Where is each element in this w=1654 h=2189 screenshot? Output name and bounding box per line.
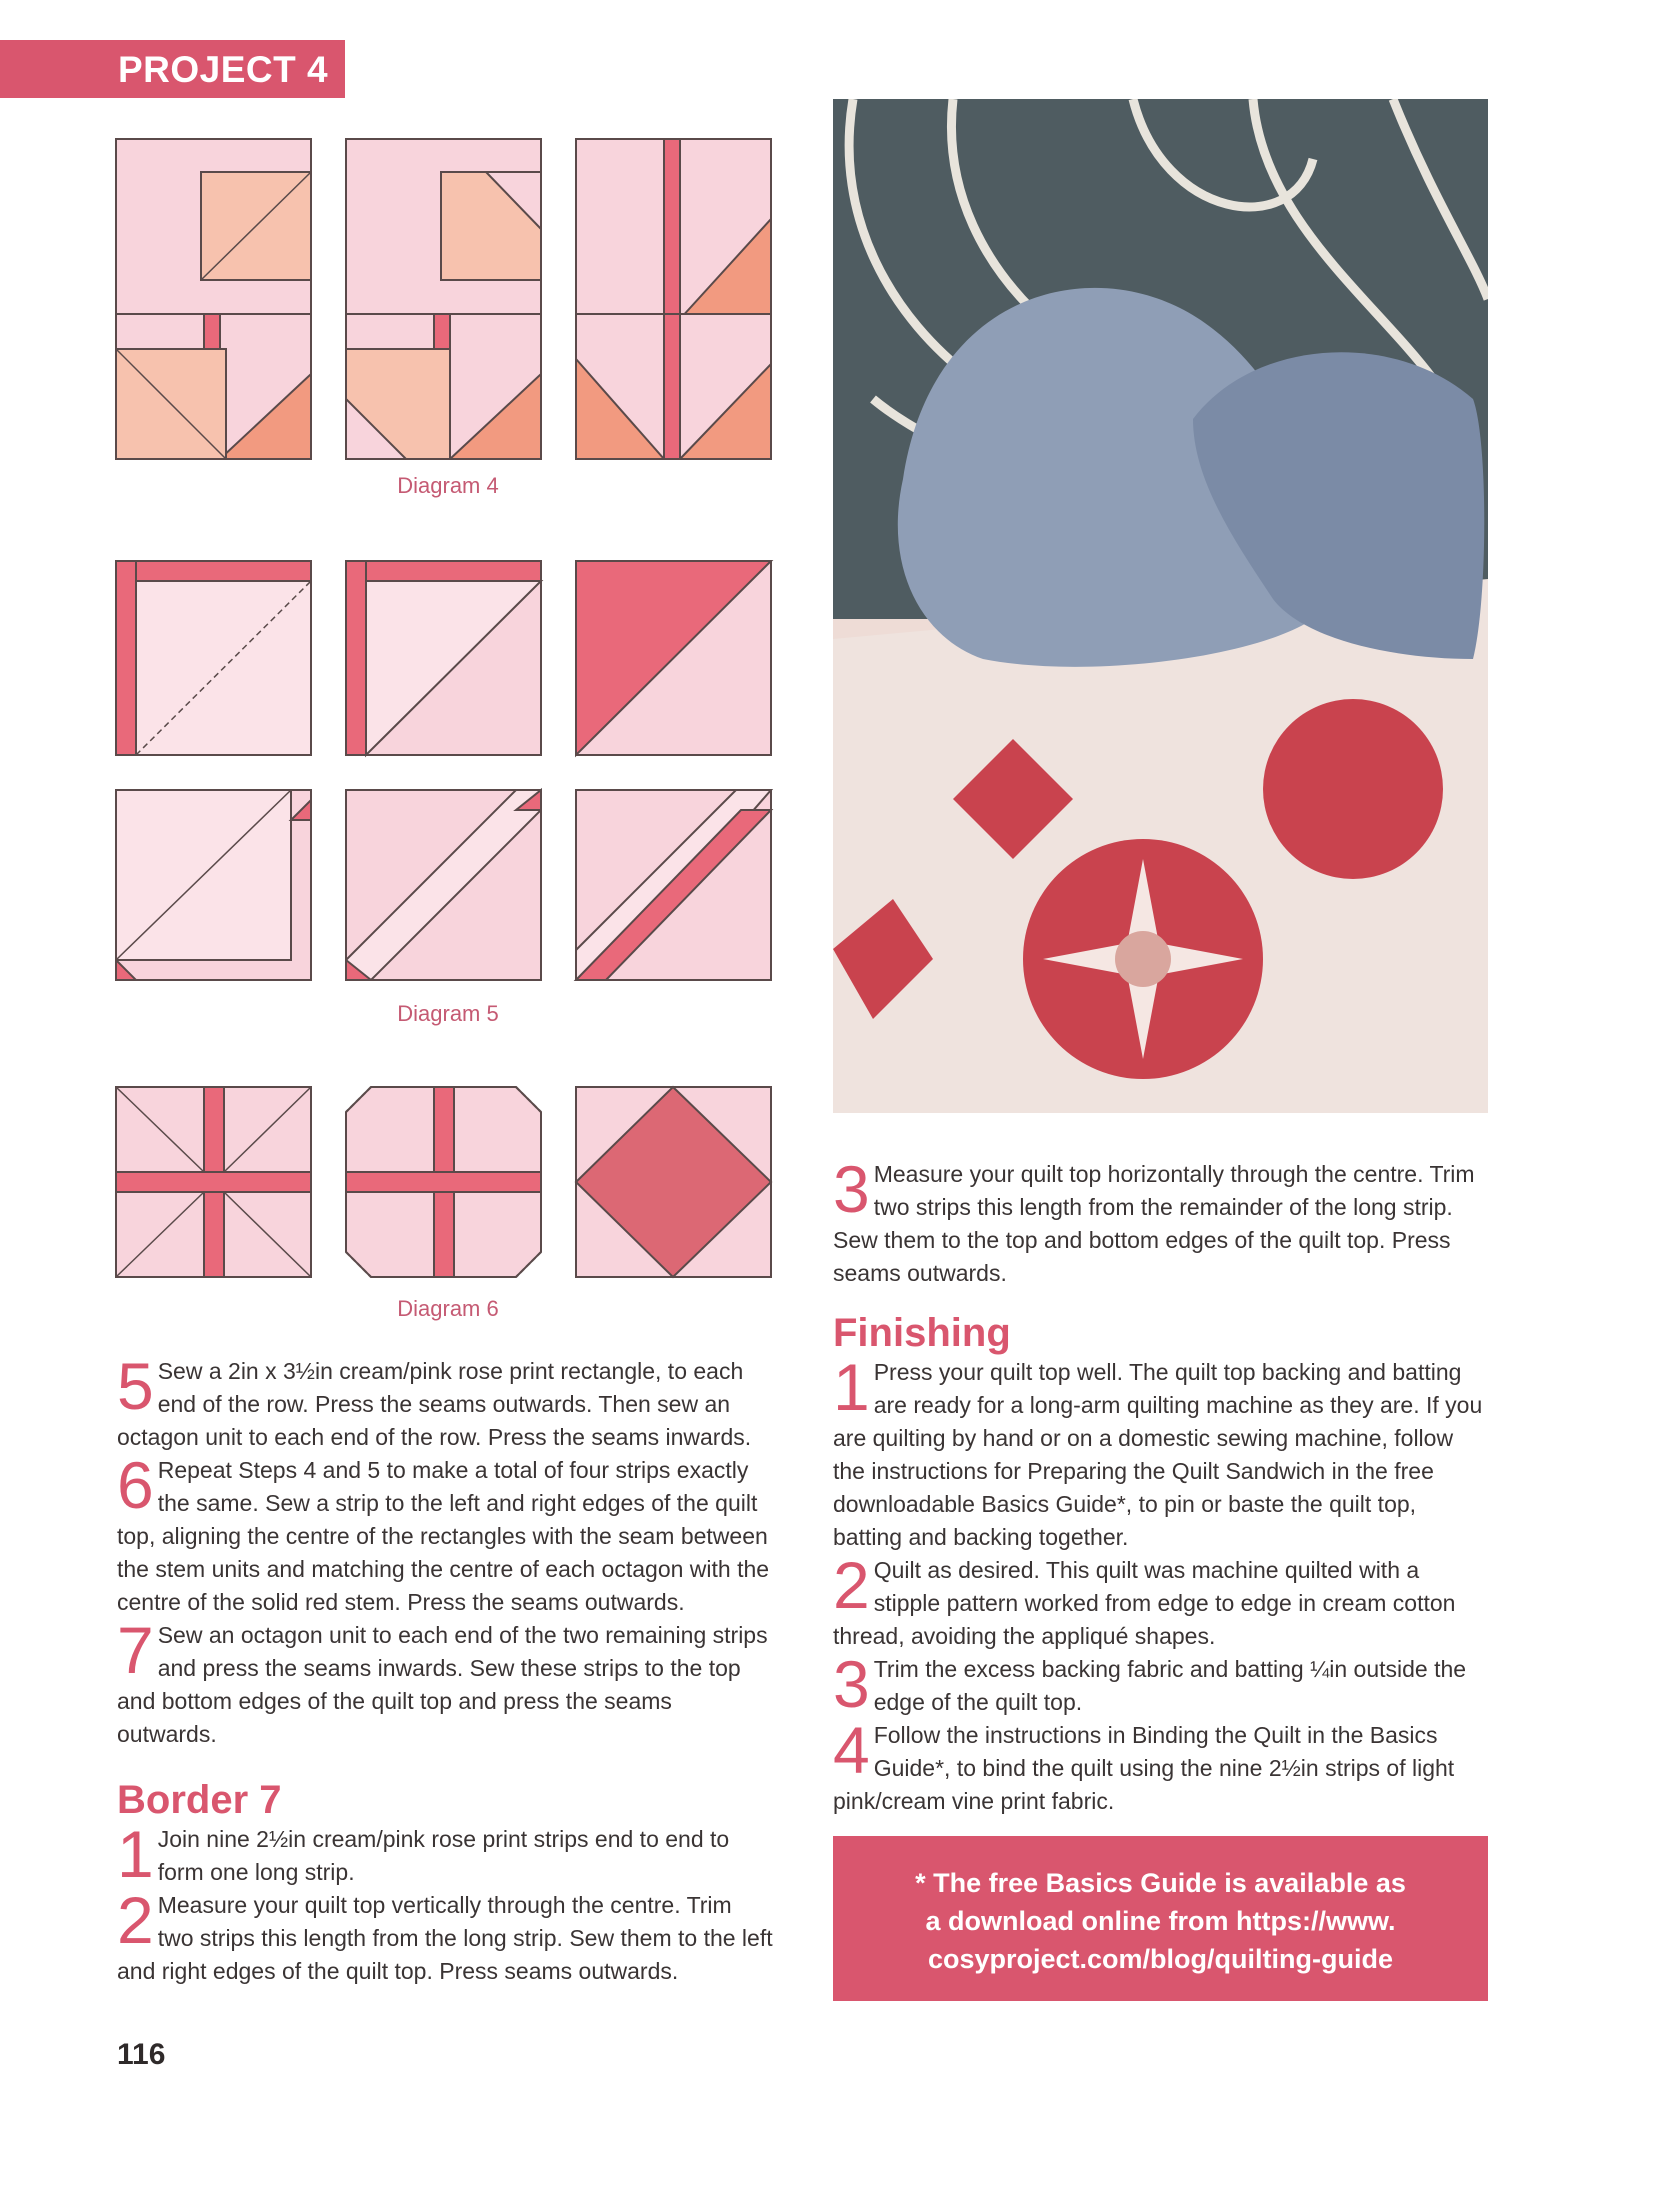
diagram5-block-4 [116, 790, 311, 980]
finishing-step-4 [833, 1713, 1488, 1818]
step-number: 1 [117, 1817, 154, 1891]
step-number: 7 [117, 1613, 154, 1687]
step-text: Repeat Steps 4 and 5 to make a total of four strips exactly the same. Sew a strip to the left and right edges of the quilt top, aligning the centre of the rectangles with the seam between the stem units and matching the centre of each octagon with the centre of the solid red stem. Press the seams outwards. [117, 1457, 770, 1615]
diagram4-block-4 [116, 314, 311, 459]
diagram5-block-1 [116, 561, 311, 755]
right-column [833, 1152, 1488, 1818]
quilt-photo [833, 99, 1488, 1113]
step-number: 4 [833, 1713, 870, 1787]
step-number: 2 [833, 1548, 870, 1622]
finishing-heading: Finishing [833, 1311, 1011, 1355]
finishing-step-2 [833, 1548, 1488, 1653]
step-text: Measure your quilt top horizontally through the centre. Trim two strips this length from the remainder of the long strip. Sew them to the top and bottom edges of the quilt top. Press seams outwards. [833, 1161, 1475, 1286]
basics-guide-line-2[interactable]: a download online from https://www. [925, 1906, 1396, 1936]
finishing-step-1 [833, 1350, 1488, 1554]
basics-guide-line-1: * The free Basics Guide is available as [915, 1868, 1406, 1898]
step-number: 3 [833, 1647, 870, 1721]
diagram4-caption: Diagram 4 [397, 473, 499, 498]
project-tab [0, 40, 345, 98]
step-text: Trim the excess backing fabric and batting ¼in outside the edge of the quilt top. [873, 1656, 1467, 1715]
step-text: Follow the instructions in Binding the Quilt in the Basics Guide*, to bind the quilt using the nine 2½in strips of light pink/cream vine print fabric. [833, 1722, 1455, 1814]
border-step-2 [117, 1883, 773, 1988]
step-text: Sew a 2in x 3½in cream/pink rose print rectangle, to each end of the row. Press the seams outwards. Then sew an octagon unit to each end of the row. Press the seams inwards. [117, 1358, 752, 1450]
diagram4-block-5 [346, 314, 541, 459]
step-number: 3 [833, 1152, 870, 1226]
diagrams-area [108, 130, 788, 1340]
step-number: 2 [117, 1883, 154, 1957]
step-number: 1 [833, 1350, 870, 1424]
step-text: Sew an octagon unit to each end of the two remaining strips and press the seams inwards. Sew these strips to the top and bottom edges of the quilt top and press the seams outwards. [117, 1622, 768, 1747]
diagram5-block-3 [576, 561, 771, 755]
step-text: Press your quilt top well. The quilt top backing and batting are ready for a long-arm quilting machine as they are. If you are quilting by hand or on a domestic sewing machine, follow the instructions for Preparing the Quilt Sandwich in the free downloadable Basics Guide*, to pin or baste the quilt top, batting and backing together. [833, 1359, 1483, 1550]
step-6 [117, 1448, 773, 1619]
diagram5-caption: Diagram 5 [397, 1001, 499, 1026]
border-step-1 [117, 1817, 773, 1891]
diagram5-block-2 [346, 561, 541, 755]
basics-guide-line-3[interactable]: cosyproject.com/blog/quilting-guide [927, 1944, 1393, 1974]
diagram6-block-3 [576, 1087, 771, 1277]
step-7 [117, 1613, 773, 1751]
diagram6-block-1 [116, 1087, 311, 1277]
diagram6-block-2 [346, 1087, 541, 1277]
diagram5-block-6 [576, 790, 771, 980]
diagram4-block-1 [116, 139, 311, 319]
diagram4-block-3 [576, 139, 771, 319]
left-column [117, 1349, 773, 1988]
border-7-heading: Border 7 [117, 1778, 282, 1822]
border-step-3 [833, 1152, 1488, 1290]
quilt-photo-image [833, 99, 1488, 1113]
step-number: 5 [117, 1349, 154, 1423]
diagram4-block-2 [346, 139, 541, 319]
basics-guide-box [833, 1836, 1488, 2001]
diagram4-block-6 [576, 314, 771, 459]
project-label: PROJECT 4 [118, 49, 329, 90]
basics-guide-text [833, 1836, 1488, 1978]
finishing-step-3 [833, 1647, 1488, 1721]
step-5 [117, 1349, 773, 1454]
diagram6-caption: Diagram 6 [397, 1296, 499, 1321]
step-text: Quilt as desired. This quilt was machine quilted with a stipple pattern worked from edge to edge in cream cotton thread, avoiding the appliqué shapes. [833, 1557, 1456, 1649]
page-number: 116 [117, 2038, 166, 2071]
diagram5-block-5 [346, 790, 541, 980]
step-text: Join nine 2½in cream/pink rose print strips end to end to form one long strip. [157, 1826, 730, 1885]
step-number: 6 [117, 1448, 154, 1522]
diagrams-svg [108, 130, 788, 1340]
step-text: Measure your quilt top vertically through the centre. Trim two strips this length from the long strip. Sew them to the left and right edges of the quilt top. Press seams outwards. [117, 1892, 773, 1984]
